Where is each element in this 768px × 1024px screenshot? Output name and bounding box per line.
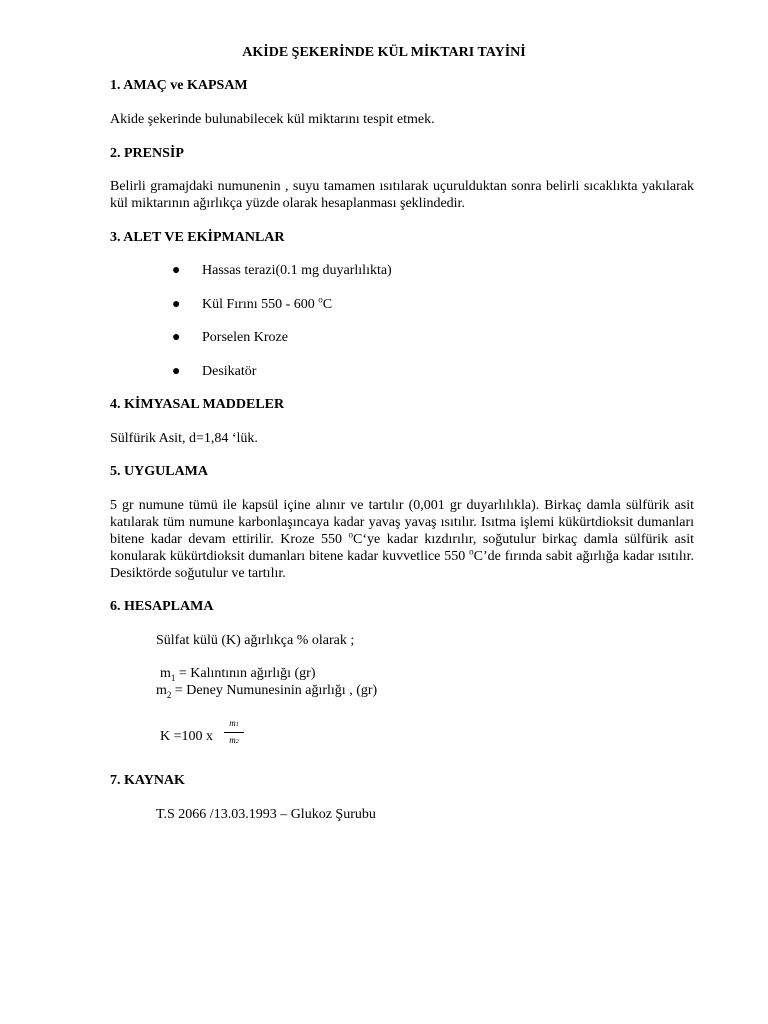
- section-4-text: Sülfürik Asit, d=1,84 ‘lük.: [110, 431, 258, 446]
- section-1-text: Akide şekerinde bulunabilecek kül miktarını tespit etmek.: [110, 112, 435, 127]
- fraction-bar: [224, 732, 244, 733]
- formula-text: K =100 x: [160, 729, 214, 744]
- bullet-icon: ●: [172, 364, 181, 379]
- section-5-text: 5 gr numune tümü ile kapsül içine alınır ve tartılır (0,001 gr duyarlılıkla). Birkaç damla sülfürik asit katılarak tüm numune karbonlaşıncaya kadar yavaş yavaş ısıtılır. Isıtma işlemi kükürtdioksit dumanları bitene kadar devam ettirilir. Kroze 550 $^o$C‘ye kadar kızdırılır, soğutulur birkaç damla sülfürik asit konularak kükürtdioksit dumanları bitene kadar kuvvetlice 550 $^o$C’de fırında sabit ağırlığa kadar ısıtılır. Desiktörde soğutulur ve tartılır.: [110, 498, 695, 581]
- list-item-text: Hassas terazi(0.1 mg duyarlılıkta): [202, 263, 392, 278]
- list-item-text: Desikatör: [202, 364, 257, 379]
- fraction-denominator: m2: [229, 735, 239, 745]
- list-item-text: Porselen Kroze: [202, 330, 288, 345]
- variable-m1-definition: $m_1$ = Kalıntının ağırlığı (gr): [160, 666, 316, 683]
- section-2-text: Belirli gramajdaki numunenin , suyu tamamen ısıtılarak uçurulduktan sonra belirli sıcaklıkta yakılarak kül miktarının ağırlıkça yüzde olarak hesaplanması şeklindedir.: [110, 179, 694, 211]
- section-6-heading: 6. HESAPLAMA: [110, 599, 214, 614]
- section-3-heading: 3. ALET VE EKİPMANLAR: [110, 230, 285, 245]
- section-2-heading: 2. PRENSİP: [110, 146, 184, 161]
- variable-m2-definition: $m_2$ = Deney Numunesinin ağırlığı , (gr): [156, 683, 378, 700]
- bullet-icon: ●: [172, 263, 181, 278]
- section-4-heading: 4. KİMYASAL MADDELER: [110, 397, 285, 412]
- list-item-text: Kül Fırını 550 - 600 $^o$C: [202, 294, 333, 312]
- fraction-numerator: m1: [229, 718, 239, 728]
- formula-fraction: [224, 718, 244, 747]
- bullet-icon: ●: [172, 297, 181, 312]
- calculation-intro: Sülfat külü (K) ağırlıkça % olarak ;: [156, 633, 355, 648]
- section-1-heading: 1. AMAÇ ve KAPSAM: [110, 78, 248, 93]
- reference-text: T.S 2066 /13.03.1993 – Glukoz Şurubu: [156, 807, 376, 822]
- document-title: AKİDE ŞEKERİNDE KÜL MİKTARI TAYİNİ: [242, 45, 526, 60]
- bullet-icon: ●: [172, 330, 181, 345]
- section-7-heading: 7. KAYNAK: [110, 773, 185, 788]
- section-5-heading: 5. UYGULAMA: [110, 464, 208, 479]
